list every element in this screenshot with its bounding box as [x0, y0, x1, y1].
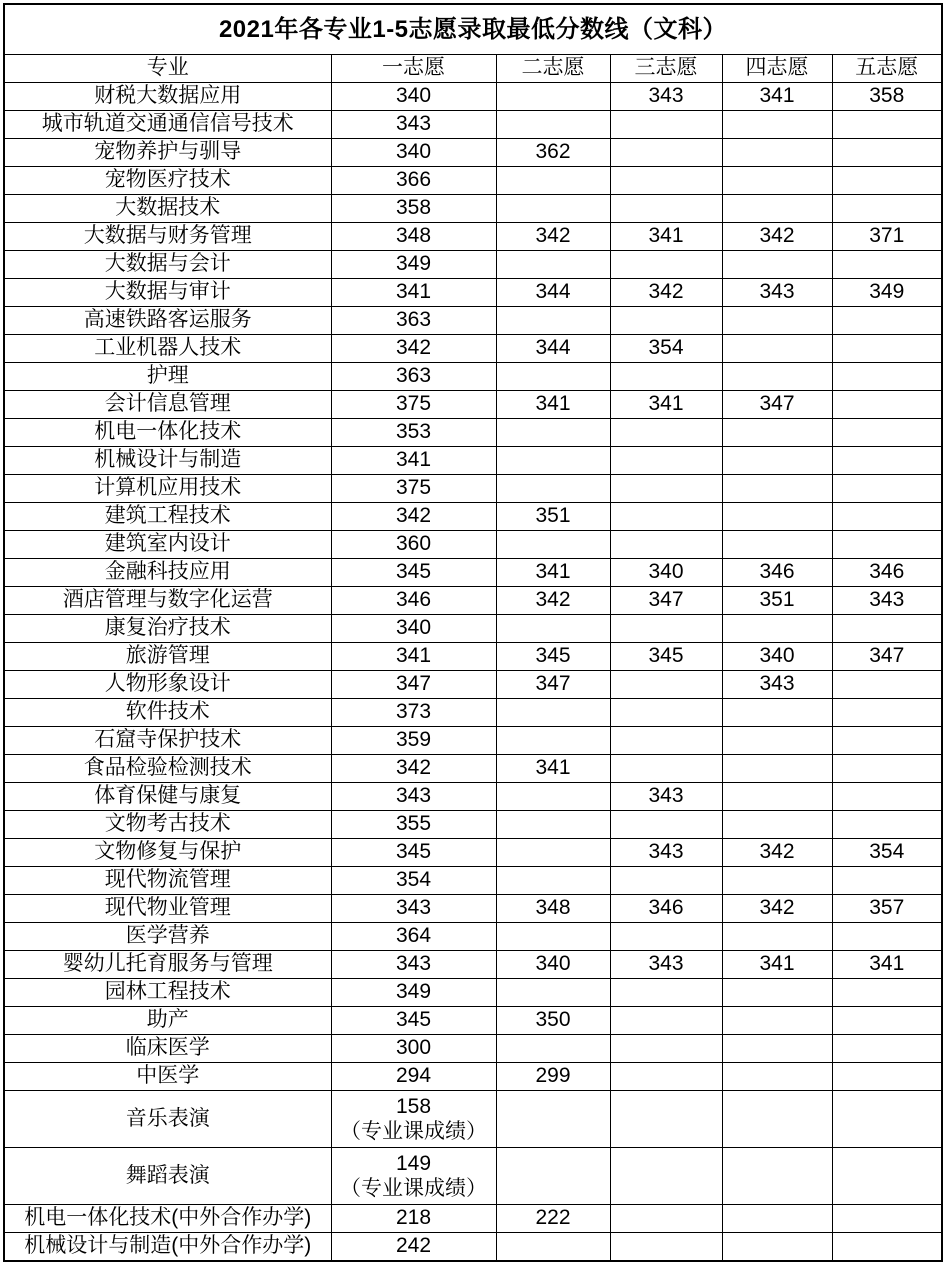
- score-cell: 343: [610, 83, 722, 111]
- score-cell: 348: [331, 223, 496, 251]
- score-cell: [832, 363, 942, 391]
- major-name-cell: 金融科技应用: [4, 559, 331, 587]
- score-cell: [496, 1091, 610, 1148]
- table-row: [4, 923, 942, 951]
- score-cell: [722, 727, 832, 755]
- score-cell: [722, 1063, 832, 1091]
- score-cell: 343: [832, 587, 942, 615]
- major-name-cell: 人物形象设计: [4, 671, 331, 699]
- score-cell: [496, 979, 610, 1007]
- score-cell: [610, 923, 722, 951]
- score-cell: [832, 755, 942, 783]
- table-row: [4, 167, 942, 195]
- score-cell: [832, 167, 942, 195]
- score-cell: [496, 475, 610, 503]
- score-cell: 340: [496, 951, 610, 979]
- score-cell: 341: [496, 391, 610, 419]
- score-cell: 345: [610, 643, 722, 671]
- major-name-cell: 石窟寺保护技术: [4, 727, 331, 755]
- score-cell: 343: [331, 111, 496, 139]
- score-cell: 362: [496, 139, 610, 167]
- score-cell: [331, 1148, 496, 1205]
- score-cell: [610, 503, 722, 531]
- score-cell: 341: [331, 447, 496, 475]
- score-cell: 366: [331, 167, 496, 195]
- major-name-cell: 婴幼儿托育服务与管理: [4, 951, 331, 979]
- major-name-cell: 临床医学: [4, 1035, 331, 1063]
- table-row: [4, 699, 942, 727]
- score-cell: [722, 867, 832, 895]
- major-name-cell: 护理: [4, 363, 331, 391]
- score-cell: 343: [610, 951, 722, 979]
- major-name-cell: 大数据与会计: [4, 251, 331, 279]
- score-cell: [832, 1233, 942, 1262]
- score-cell: [832, 251, 942, 279]
- score-cell: [832, 1205, 942, 1233]
- major-name-cell: 中医学: [4, 1063, 331, 1091]
- score-cell: 341: [610, 391, 722, 419]
- score-cell: 354: [610, 335, 722, 363]
- table-row: [4, 83, 942, 111]
- score-cell: [610, 1007, 722, 1035]
- score-cell: [610, 307, 722, 335]
- score-cell: 375: [331, 391, 496, 419]
- score-cell: [610, 1205, 722, 1233]
- score-cell: [496, 83, 610, 111]
- score-cell: [722, 615, 832, 643]
- score-cell: [722, 503, 832, 531]
- score-cell: 242: [331, 1233, 496, 1262]
- score-cell: 341: [722, 951, 832, 979]
- score-cell: [832, 615, 942, 643]
- major-name-cell: 大数据与财务管理: [4, 223, 331, 251]
- score-cell: 347: [496, 671, 610, 699]
- major-name-cell: 城市轨道交通通信信号技术: [4, 111, 331, 139]
- table-row: [4, 391, 942, 419]
- score-cell: [610, 1148, 722, 1205]
- score-cell: 357: [832, 895, 942, 923]
- score-cell: [496, 923, 610, 951]
- score-cell: 342: [331, 335, 496, 363]
- score-cell: [722, 1035, 832, 1063]
- score-cell: [496, 1148, 610, 1205]
- table-row: [4, 335, 942, 363]
- major-name-cell: 现代物流管理: [4, 867, 331, 895]
- score-cell: 358: [331, 195, 496, 223]
- score-cell: 345: [331, 1007, 496, 1035]
- major-name-cell: 大数据技术: [4, 195, 331, 223]
- score-cell: 351: [722, 587, 832, 615]
- score-cell: 347: [722, 391, 832, 419]
- score-cell: 373: [331, 699, 496, 727]
- score-value: 158: [395, 1094, 432, 1118]
- score-cell: 341: [331, 643, 496, 671]
- table-row: [4, 643, 942, 671]
- table-row: [4, 727, 942, 755]
- score-cell: [832, 811, 942, 839]
- table-row: [4, 195, 942, 223]
- score-cell: 349: [832, 279, 942, 307]
- score-cell: [832, 1148, 942, 1205]
- score-cell: [832, 1091, 942, 1148]
- column-header-choice-2: 二志愿: [496, 55, 610, 83]
- score-cell: 353: [331, 419, 496, 447]
- score-cell: 354: [331, 867, 496, 895]
- score-cell: 342: [610, 279, 722, 307]
- table-row: [4, 671, 942, 699]
- score-cell: [722, 531, 832, 559]
- score-cell: [496, 363, 610, 391]
- score-cell: [722, 1091, 832, 1148]
- score-note: （专业课成绩）: [340, 1120, 487, 1143]
- table-row: [4, 251, 942, 279]
- score-cell: [832, 867, 942, 895]
- score-cell: 349: [331, 251, 496, 279]
- table-row: [4, 447, 942, 475]
- table-row: [4, 503, 942, 531]
- score-cell: [610, 1035, 722, 1063]
- score-cell: 354: [832, 839, 942, 867]
- table-row: [4, 587, 942, 615]
- score-cell: [610, 195, 722, 223]
- score-cell: 351: [496, 503, 610, 531]
- score-cell: 342: [331, 503, 496, 531]
- score-cell: [722, 1233, 832, 1262]
- score-cell: [832, 1035, 942, 1063]
- score-cell: 355: [331, 811, 496, 839]
- score-cell: [496, 419, 610, 447]
- score-cell: [331, 1091, 496, 1148]
- major-name-cell: 大数据与审计: [4, 279, 331, 307]
- score-cell: 343: [610, 839, 722, 867]
- score-cell: [496, 783, 610, 811]
- major-name-cell: 现代物业管理: [4, 895, 331, 923]
- major-name-cell: 园林工程技术: [4, 979, 331, 1007]
- table-row: [4, 559, 942, 587]
- score-cell: 363: [331, 307, 496, 335]
- score-cell: [722, 251, 832, 279]
- score-cell: 299: [496, 1063, 610, 1091]
- score-cell: [610, 615, 722, 643]
- table-row: [4, 279, 942, 307]
- score-note: （专业课成绩）: [340, 1177, 487, 1200]
- score-cell: [722, 923, 832, 951]
- score-cell: [610, 727, 722, 755]
- score-cell: [722, 307, 832, 335]
- table-row: [4, 1063, 942, 1091]
- table-row: [4, 783, 942, 811]
- score-cell: [496, 111, 610, 139]
- table-row: [4, 363, 942, 391]
- score-cell: 343: [331, 951, 496, 979]
- score-cell: [610, 419, 722, 447]
- major-name-cell: 康复治疗技术: [4, 615, 331, 643]
- score-cell: 342: [722, 895, 832, 923]
- score-cell: 341: [496, 559, 610, 587]
- score-cell: 343: [722, 279, 832, 307]
- major-name-cell: 会计信息管理: [4, 391, 331, 419]
- column-header-choice-4: 四志愿: [722, 55, 832, 83]
- score-cell: [722, 363, 832, 391]
- score-cell: 363: [331, 363, 496, 391]
- score-cell: 342: [496, 223, 610, 251]
- score-cell: [832, 391, 942, 419]
- score-cell: [610, 139, 722, 167]
- score-cell: [610, 811, 722, 839]
- score-cell: 343: [331, 895, 496, 923]
- score-cell: [610, 979, 722, 1007]
- table-row: [4, 1233, 942, 1262]
- score-cell: [610, 755, 722, 783]
- table-row: [4, 307, 942, 335]
- table-row: [4, 839, 942, 867]
- major-name-cell: 助产: [4, 1007, 331, 1035]
- score-cell: 375: [331, 475, 496, 503]
- major-name-cell: 建筑室内设计: [4, 531, 331, 559]
- score-cell: [496, 195, 610, 223]
- score-cell: [496, 699, 610, 727]
- score-cell: 341: [722, 83, 832, 111]
- score-cell: [832, 1007, 942, 1035]
- table-row: [4, 755, 942, 783]
- score-cell: [832, 531, 942, 559]
- score-cell: [610, 475, 722, 503]
- column-header-choice-5: 五志愿: [832, 55, 942, 83]
- major-name-cell: 酒店管理与数字化运营: [4, 587, 331, 615]
- score-cell: 342: [496, 587, 610, 615]
- major-name-cell: 体育保健与康复: [4, 783, 331, 811]
- major-name-cell: 计算机应用技术: [4, 475, 331, 503]
- score-cell: [496, 727, 610, 755]
- score-cell: [610, 1233, 722, 1262]
- score-cell: 358: [832, 83, 942, 111]
- column-header-choice-3: 三志愿: [610, 55, 722, 83]
- column-header-major: 专业: [4, 55, 331, 83]
- score-cell: 341: [832, 951, 942, 979]
- score-cell: [832, 923, 942, 951]
- score-cell: [610, 363, 722, 391]
- score-cell: [832, 335, 942, 363]
- column-header-choice-1: 一志愿: [331, 55, 496, 83]
- table-row: [4, 1035, 942, 1063]
- score-cell: 360: [331, 531, 496, 559]
- score-table-body: [4, 83, 942, 1262]
- score-cell: [610, 699, 722, 727]
- major-name-cell: 宠物医疗技术: [4, 167, 331, 195]
- table-row: [4, 531, 942, 559]
- major-name-cell: 医学营养: [4, 923, 331, 951]
- title-row: [4, 4, 942, 55]
- score-cell: [832, 783, 942, 811]
- header-row: [4, 55, 942, 83]
- score-cell: [722, 811, 832, 839]
- score-cell: [496, 167, 610, 195]
- score-cell: 342: [331, 755, 496, 783]
- major-name-cell: 财税大数据应用: [4, 83, 331, 111]
- score-cell: 345: [496, 643, 610, 671]
- score-cell: 343: [610, 783, 722, 811]
- major-name-cell: 舞蹈表演: [4, 1148, 331, 1205]
- score-cell: 364: [331, 923, 496, 951]
- table-row: [4, 111, 942, 139]
- table-row: [4, 1148, 942, 1205]
- score-cell: 346: [610, 895, 722, 923]
- score-cell: [610, 447, 722, 475]
- score-cell: [496, 251, 610, 279]
- score-cell: 300: [331, 1035, 496, 1063]
- score-cell: [496, 811, 610, 839]
- table-row: [4, 1091, 942, 1148]
- score-cell: [722, 783, 832, 811]
- major-name-cell: 建筑工程技术: [4, 503, 331, 531]
- score-cell: 340: [722, 643, 832, 671]
- table-row: [4, 419, 942, 447]
- score-cell: 349: [331, 979, 496, 1007]
- score-cell: [832, 503, 942, 531]
- score-cell: 343: [331, 783, 496, 811]
- score-cell: [496, 307, 610, 335]
- score-cell: [832, 307, 942, 335]
- table-row: [4, 867, 942, 895]
- score-cell: [610, 111, 722, 139]
- page-title: 2021年各专业1-5志愿录取最低分数线（文科）: [4, 4, 942, 55]
- major-name-cell: 机电一体化技术(中外合作办学): [4, 1205, 331, 1233]
- score-cell: 347: [610, 587, 722, 615]
- major-name-cell: 文物考古技术: [4, 811, 331, 839]
- table-row: [4, 895, 942, 923]
- score-cell: 343: [722, 671, 832, 699]
- score-cell: 344: [496, 335, 610, 363]
- score-cell: [722, 447, 832, 475]
- score-cell: 218: [331, 1205, 496, 1233]
- score-cell: [610, 167, 722, 195]
- major-name-cell: 文物修复与保护: [4, 839, 331, 867]
- score-cell: [610, 1091, 722, 1148]
- score-cell: [722, 167, 832, 195]
- major-name-cell: 食品检验检测技术: [4, 755, 331, 783]
- score-cell: [722, 195, 832, 223]
- admission-score-table: [3, 3, 943, 1262]
- score-cell: 350: [496, 1007, 610, 1035]
- score-cell: [722, 755, 832, 783]
- score-cell: 348: [496, 895, 610, 923]
- score-cell: 346: [331, 587, 496, 615]
- table-row: [4, 1007, 942, 1035]
- score-cell: [496, 1233, 610, 1262]
- major-name-cell: 宠物养护与驯导: [4, 139, 331, 167]
- score-cell: [832, 111, 942, 139]
- table-row: [4, 615, 942, 643]
- score-cell: [832, 979, 942, 1007]
- score-cell: [722, 699, 832, 727]
- score-cell: 341: [496, 755, 610, 783]
- score-cell: [832, 475, 942, 503]
- major-name-cell: 音乐表演: [4, 1091, 331, 1148]
- score-cell: [722, 979, 832, 1007]
- score-cell: 342: [722, 223, 832, 251]
- major-name-cell: 工业机器人技术: [4, 335, 331, 363]
- score-cell: [496, 447, 610, 475]
- score-cell: 346: [722, 559, 832, 587]
- major-name-cell: 机械设计与制造(中外合作办学): [4, 1233, 331, 1262]
- score-cell: [832, 419, 942, 447]
- major-name-cell: 机电一体化技术: [4, 419, 331, 447]
- score-cell: 294: [331, 1063, 496, 1091]
- score-cell: [496, 839, 610, 867]
- major-name-cell: 高速铁路客运服务: [4, 307, 331, 335]
- table-row: [4, 223, 942, 251]
- score-cell: [722, 335, 832, 363]
- score-cell: [722, 1148, 832, 1205]
- score-cell: [722, 419, 832, 447]
- score-cell: 359: [331, 727, 496, 755]
- score-cell: [496, 1035, 610, 1063]
- score-cell: [722, 111, 832, 139]
- score-cell: 341: [331, 279, 496, 307]
- score-cell: [832, 139, 942, 167]
- table-row: [4, 979, 942, 1007]
- score-cell: [722, 1205, 832, 1233]
- major-name-cell: 旅游管理: [4, 643, 331, 671]
- score-cell: 340: [331, 615, 496, 643]
- table-row: [4, 1205, 942, 1233]
- score-cell: [832, 727, 942, 755]
- score-cell: 345: [331, 839, 496, 867]
- table-row: [4, 811, 942, 839]
- score-cell: [496, 867, 610, 895]
- major-name-cell: 软件技术: [4, 699, 331, 727]
- score-cell: 345: [331, 559, 496, 587]
- score-cell: 340: [610, 559, 722, 587]
- score-cell: [832, 1063, 942, 1091]
- score-cell: [610, 251, 722, 279]
- score-cell: [610, 867, 722, 895]
- score-cell: 344: [496, 279, 610, 307]
- score-cell: [610, 1063, 722, 1091]
- score-cell: 340: [331, 83, 496, 111]
- score-cell: [722, 1007, 832, 1035]
- score-cell: [832, 671, 942, 699]
- score-cell: 347: [832, 643, 942, 671]
- table-row: [4, 475, 942, 503]
- score-cell: 346: [832, 559, 942, 587]
- score-cell: [722, 475, 832, 503]
- table-row: [4, 139, 942, 167]
- score-cell: [832, 447, 942, 475]
- score-cell: [496, 615, 610, 643]
- score-cell: [496, 531, 610, 559]
- table-row: [4, 951, 942, 979]
- score-cell: [832, 195, 942, 223]
- score-cell: 341: [610, 223, 722, 251]
- score-cell: 347: [331, 671, 496, 699]
- score-cell: [722, 139, 832, 167]
- major-name-cell: 机械设计与制造: [4, 447, 331, 475]
- score-cell: [832, 699, 942, 727]
- score-value: 149: [395, 1151, 432, 1175]
- score-cell: 340: [331, 139, 496, 167]
- score-cell: [610, 531, 722, 559]
- score-cell: 222: [496, 1205, 610, 1233]
- score-cell: [610, 671, 722, 699]
- score-cell: 371: [832, 223, 942, 251]
- score-cell: 342: [722, 839, 832, 867]
